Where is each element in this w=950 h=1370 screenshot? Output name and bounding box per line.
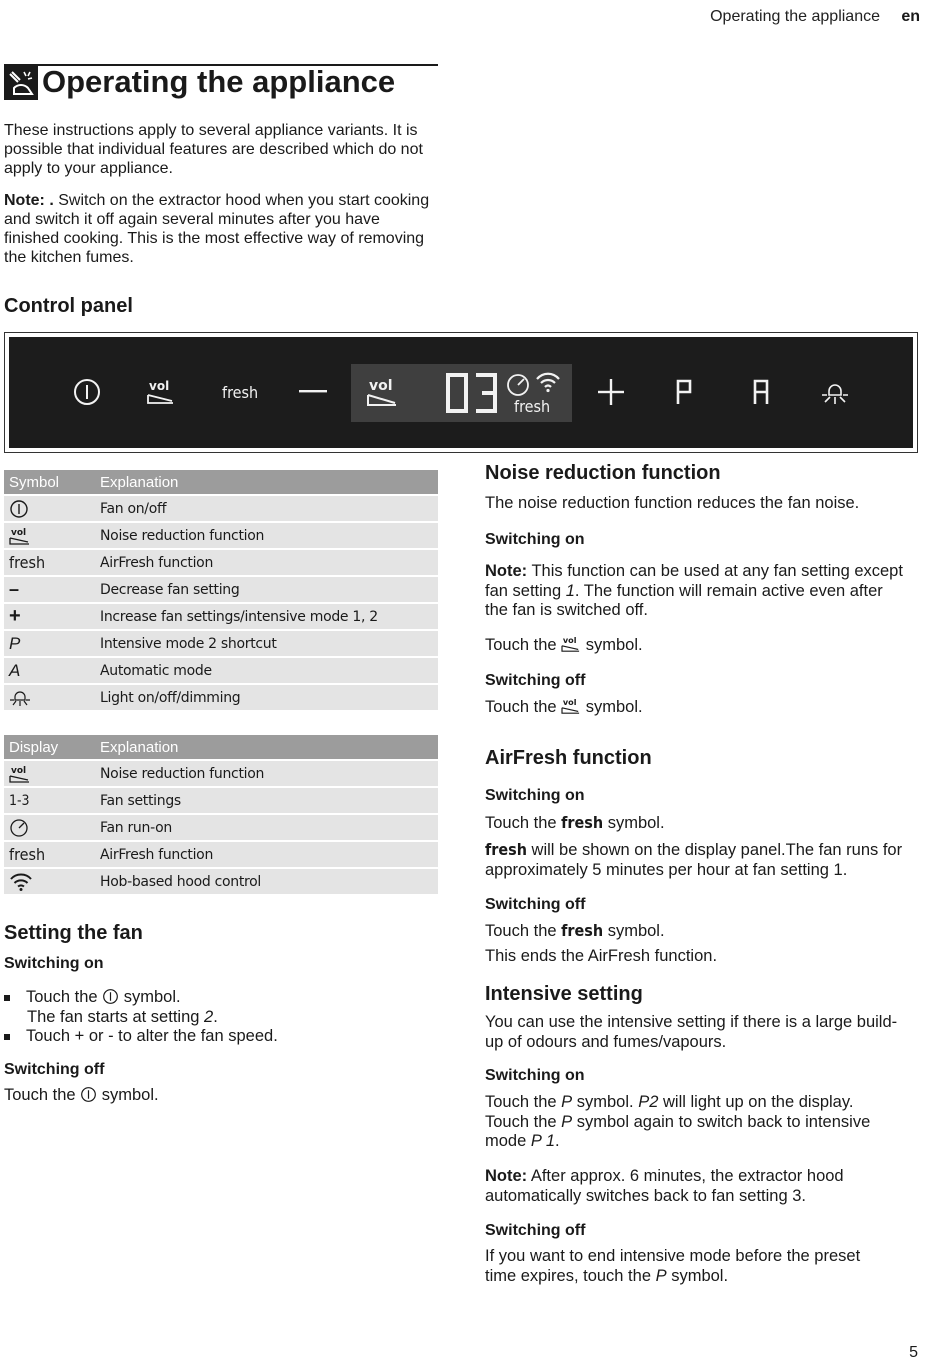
intensive-heading: Intensive setting (485, 983, 643, 1005)
language-code: en (901, 8, 920, 25)
list-item-continuation (4, 1008, 438, 1028)
control-panel-heading: Control panel (4, 295, 133, 317)
row-symbol: – (4, 576, 100, 603)
power-icon (4, 495, 100, 522)
text: Touch + or - to alter the fan speed. (26, 1027, 278, 1045)
symbol-table (4, 470, 438, 712)
setting-glyph: 2 (204, 1007, 214, 1026)
svg-text:vol: vol (369, 378, 393, 394)
table-row (4, 814, 438, 841)
power-icon[interactable] (72, 377, 102, 407)
p-glyph: P (561, 1112, 573, 1131)
setting-fan-bullets (4, 988, 438, 1047)
airfresh-ends: This ends the AirFresh function. (485, 947, 718, 965)
fresh-glyph: fresh (485, 840, 527, 859)
intensive-off-text (485, 1247, 925, 1286)
p-glyph: P (561, 1093, 573, 1111)
fresh-glyph: fresh (561, 813, 604, 832)
text: will light up on the display. (663, 1093, 854, 1111)
table-row (4, 576, 438, 603)
setting-fan-heading: Setting the fan (4, 922, 143, 944)
table-row (4, 549, 438, 576)
row-symbol: fresh (4, 549, 100, 576)
note-paragraph (4, 191, 438, 267)
setting-fan-off-heading: Switching off (4, 1061, 105, 1078)
text: symbol. (576, 1093, 634, 1111)
hand-operating-icon (4, 66, 38, 100)
noise-heading: Noise reduction function (485, 462, 721, 484)
bullet-icon (4, 995, 10, 1001)
fan-runon-icon (505, 372, 531, 398)
noise-intro: The noise reduction function reduces the fan noise. (485, 494, 860, 512)
row-text: Intensive mode 2 shortcut (100, 636, 277, 652)
note-label: Note: . (4, 192, 54, 209)
table-header-symbol: Symbol (4, 470, 100, 495)
intensive-on-heading: Switching on (485, 1067, 585, 1084)
text: Touch the (4, 1086, 76, 1104)
text: Touch the (485, 636, 557, 654)
table-header-row (4, 735, 438, 760)
display-table (4, 735, 438, 896)
text: If you want to end intensive mode before the preset (485, 1247, 861, 1265)
text: symbol. (123, 988, 181, 1006)
table-header-explanation: Explanation (100, 470, 438, 495)
table-header-display: Display (4, 735, 100, 760)
page-number: 5 (909, 1344, 918, 1361)
text: symbol. (671, 1266, 729, 1285)
svg-text:vol: vol (149, 379, 170, 393)
intensive-off-heading: Switching off (485, 1222, 586, 1239)
display-fresh: fresh (514, 397, 551, 416)
table-row (4, 868, 438, 895)
row-symbol: + (4, 603, 100, 630)
text: Touch the (485, 1093, 557, 1111)
row-symbol: 1-3 (4, 787, 100, 814)
table-row (4, 603, 438, 630)
display-vol-icon (366, 377, 398, 407)
svg-text:vol: vol (563, 635, 577, 646)
p1-glyph: P 1 (530, 1132, 556, 1150)
setting-fan-on-heading: Switching on (4, 955, 104, 972)
noise-on-heading: Switching on (485, 531, 585, 548)
row-text: Light on/off/dimming (100, 690, 241, 706)
airfresh-on-heading: Switching on (485, 787, 585, 804)
vol-noise-icon (4, 760, 100, 787)
table-row (4, 841, 438, 868)
table-row (4, 522, 438, 549)
note-label: Note: (485, 562, 528, 580)
setting-fan-off-text (4, 1086, 159, 1106)
display-seven-segment (444, 372, 500, 414)
text: symbol. (585, 698, 643, 716)
airfresh-touch-text (485, 813, 665, 834)
note-text: Switch on the extractor hood when you start cooking and switch it off again several minutes after you have finished cooking. This is the most effective way of removing the kitchen fumes. (4, 192, 430, 266)
intensive-note (485, 1167, 905, 1206)
table-header-explanation: Explanation (100, 735, 438, 760)
fan-runon-icon (4, 814, 100, 841)
p2-glyph: P2 (638, 1093, 659, 1111)
page-title: Operating the appliance (42, 64, 396, 99)
intensive-on-text (485, 1093, 925, 1152)
row-text: Increase fan settings/intensive mode 1, 2 (100, 609, 378, 625)
list-item (4, 1027, 438, 1047)
text: The fan starts at setting (27, 1007, 200, 1026)
svg-text:vol: vol (11, 527, 27, 538)
table-row (4, 495, 438, 522)
svg-text:vol: vol (11, 765, 27, 776)
row-symbol: P (4, 630, 100, 657)
wifi-hob-icon (535, 371, 561, 393)
text: Touch the (26, 988, 98, 1006)
intensive-intro: You can use the intensive setting if there is a large build-up of odours and fumes/vapours. (485, 1013, 898, 1051)
setting-glyph: 1 (565, 581, 575, 600)
light-icon (4, 684, 100, 711)
table-row (4, 657, 438, 684)
p-button-icon[interactable] (675, 378, 693, 406)
text: symbol again to switch back to intensive (576, 1112, 871, 1131)
text: . The function will remain active even after the fan is switched off. (485, 581, 883, 619)
airfresh-off-heading: Switching off (485, 896, 586, 913)
text: symbol. (607, 814, 665, 832)
fresh-glyph: fresh (561, 921, 604, 940)
text: . (555, 1132, 560, 1150)
noise-note (485, 562, 905, 621)
airfresh-off-text (485, 921, 665, 942)
text: Touch the (485, 698, 557, 716)
power-icon (80, 1086, 97, 1103)
airfresh-desc (485, 840, 925, 880)
svg-text:vol: vol (563, 697, 577, 708)
text: will be shown on the display panel.The fan runs for approximately 5 minutes per hour at fan setting 1. (485, 841, 903, 879)
table-row (4, 787, 438, 814)
row-text: Fan on/off (100, 501, 167, 517)
text: Touch the (485, 1112, 557, 1131)
row-symbol: fresh (4, 841, 100, 868)
row-text: AirFresh function (100, 555, 214, 571)
row-text: Fan run-on (100, 820, 172, 836)
table-row (4, 760, 438, 787)
running-header-title: Operating the appliance (710, 8, 880, 25)
text: After approx. 6 minutes, the extractor hood automatically switches back to fan setting 3. (485, 1167, 844, 1205)
vol-noise-icon (561, 697, 581, 715)
light-icon[interactable] (820, 377, 850, 407)
row-text: Hob-based hood control (100, 874, 262, 890)
bullet-icon (4, 1034, 10, 1040)
row-text: AirFresh function (100, 847, 214, 863)
text: time expires, touch the (485, 1266, 651, 1285)
a-button-icon[interactable] (752, 378, 770, 406)
text: Touch the (485, 922, 557, 940)
row-text: Automatic mode (100, 663, 212, 679)
text: symbol. (101, 1086, 159, 1104)
row-text: Decrease fan setting (100, 582, 240, 598)
text: symbol. (585, 636, 643, 654)
table-row (4, 684, 438, 711)
text: . (213, 1007, 218, 1026)
plus-icon[interactable] (598, 379, 624, 405)
p-glyph: P (655, 1266, 667, 1285)
vol-noise-icon (561, 635, 581, 653)
row-text: Fan settings (100, 793, 181, 809)
row-text: Noise reduction function (100, 528, 265, 544)
airfresh-heading: AirFresh function (485, 747, 652, 769)
text: This function can be used at any fan setting except fan setting (485, 562, 903, 600)
minus-icon[interactable] (299, 390, 327, 394)
vol-noise-icon (4, 522, 100, 549)
table-header-row (4, 470, 438, 495)
table-row (4, 630, 438, 657)
noise-off-text (485, 697, 643, 718)
wifi-hob-icon (4, 868, 100, 895)
noise-touch-text (485, 635, 643, 656)
note-label: Note: (485, 1167, 528, 1185)
text: Touch the (485, 814, 557, 832)
fresh-button[interactable]: fresh (222, 383, 259, 402)
list-item (4, 988, 438, 1008)
vol-noise-icon[interactable] (146, 378, 176, 406)
power-icon (102, 988, 119, 1005)
text: symbol. (607, 922, 665, 940)
row-symbol: A (4, 657, 100, 684)
intro-paragraph: These instructions apply to several appliance variants. It is possible that individual features are described which do not apply to your appliance. (4, 122, 423, 177)
text: mode (485, 1132, 527, 1150)
noise-off-heading: Switching off (485, 672, 586, 689)
row-text: Noise reduction function (100, 766, 265, 782)
